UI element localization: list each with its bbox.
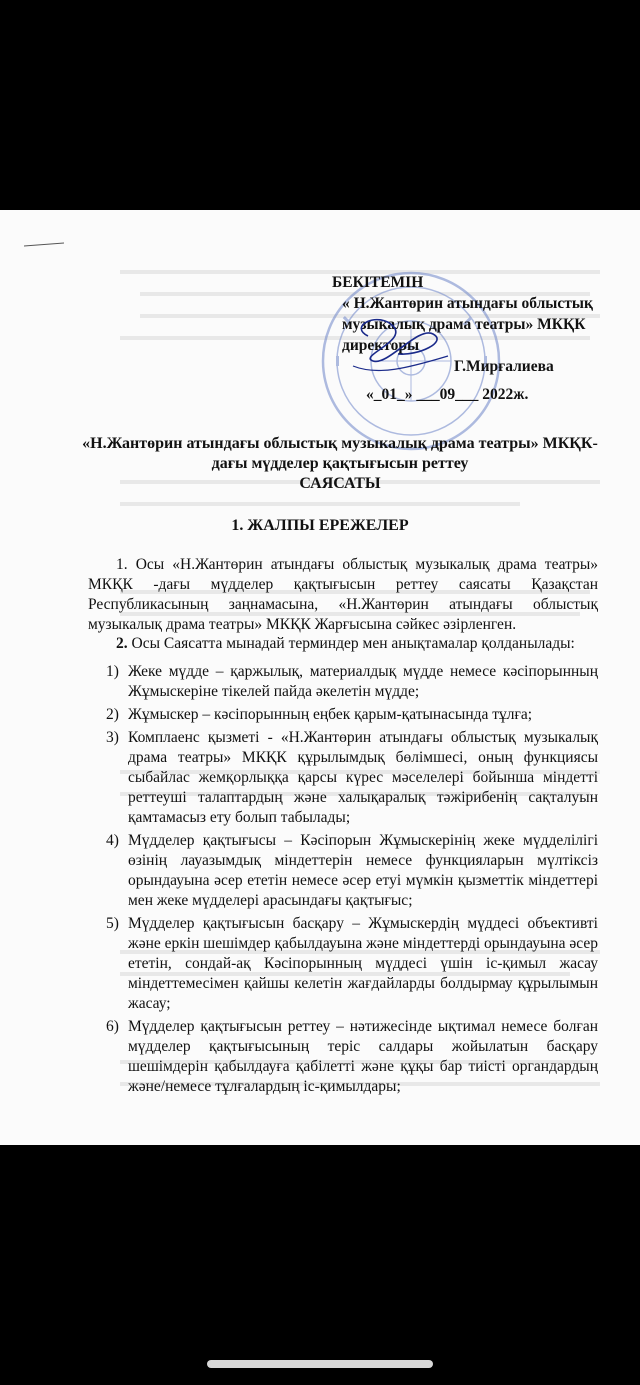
list-item-number: 2) xyxy=(106,706,119,723)
list-item-number: 3) xyxy=(106,729,119,746)
list-item-number: 4) xyxy=(106,832,119,849)
list-item-number: 6) xyxy=(106,1018,119,1035)
title-line3: САЯСАТЫ xyxy=(299,475,381,492)
list-item-number: 1) xyxy=(106,663,119,680)
list-item-text: Мүдделер қақтығысын басқару – Жұмыскердің мүддесі объективті және еркін шешімдер қабылдауына және міндеттерді орындауына әсер ететін, сондай-ақ Кәсіпорынның мүддесі үшін іс-қимыл жасау міндеттемесімен қайшы келетін жағдайларды болдырмау құрылымын жасау; xyxy=(128,915,599,1012)
approval-heading: БЕКІТЕМІН xyxy=(332,274,424,291)
approval-signer: Г.Мирғалиева xyxy=(454,358,554,375)
approval-position: директоры xyxy=(342,337,420,354)
home-indicator[interactable] xyxy=(207,1360,433,1368)
list-item xyxy=(88,662,598,702)
handwritten-signature xyxy=(338,306,458,386)
list-item xyxy=(88,831,598,911)
title-line1: «Н.Жантөрин атындағы облыстық музыкалық драма театры» МКҚК- xyxy=(82,435,598,452)
section-heading: 1. ЖАЛПЫ ЕРЕЖЕЛЕР xyxy=(231,517,409,534)
list-item-text: Мүдделер қақтығысы – Кәсіпорын Жұмыскерінің жеке мүдделілігі өзінің лауазымдық міндеттерін немесе функцияларын мүлтіксіз орындауына әсер ететін немесе әсер етуі мүмкін қызметтік міндеттері мен жеке мүдделері арасындағы қақтығыс; xyxy=(128,832,598,909)
list-item-text: Жеке мүдде – қаржылық, материалдық мүдде немесе кәсіпорынның Жұмыскеріне тікелей пайда әкелетін мүдде; xyxy=(128,663,598,700)
list-item xyxy=(88,728,598,828)
list-item-text: Комплаенс қызметі - «Н.Жантөрин атындағы облыстық музыкалық драма театры» МКҚК құрылымдық бөлімшесі, оның функциясы сыбайлас жемқорлыққа қарсы күрес мәселелері бойынша міндетті реттеуші талаптардың және халықаралық тәжірибенің сақталуын қамтамасыз ету болып табылады; xyxy=(128,729,598,826)
list-item xyxy=(88,1017,598,1097)
approval-date-line: «_01_» ___09___ 2022ж. xyxy=(366,386,529,403)
approval-org-line2: музыкалық драма театры» МКҚК xyxy=(342,316,586,333)
paragraph-2-number: 2. xyxy=(116,635,128,652)
approval-org-line1: « Н.Жантөрин атындағы облыстық xyxy=(342,295,593,312)
scan-mark xyxy=(24,242,64,248)
list-item xyxy=(88,705,598,725)
list-item xyxy=(88,914,598,1014)
list-item-number: 5) xyxy=(106,915,119,932)
document-page xyxy=(0,210,640,1145)
list-item-text: Мүдделер қақтығысын реттеу – нәтижесінде ықтимал немесе болған мүдделер қақтығысының теріс салдары жойылатын басқару шешімдерін қабылдауға қабілетті және құқы бар тиісті органдардың және/немесе тұлғалардың іс-қимылдары; xyxy=(128,1018,598,1095)
paragraph-2-text: Осы Саясатта мынадай терминдер мен анықтамалар қолданылады: xyxy=(127,635,575,652)
paragraph-1: 1. Осы «Н.Жантөрин атындағы облыстық музыкалық драма театры» МКҚК -дағы мүдделер қақтығысын реттеу саясаты Қазақстан Республикасының заңнамасына, «Н.Жантөрин атындағы облыстық музыкалық драма театры» МКҚК Жарғысына сәйкес әзірленген. xyxy=(88,556,598,633)
document-title xyxy=(70,434,610,494)
list-item-text: Жұмыскер – кәсіпорынның еңбек қарым-қатынасында тұлға; xyxy=(128,706,533,723)
paragraph-2 xyxy=(88,634,598,654)
title-line2: дағы мүдделер қақтығысын реттеу xyxy=(211,455,469,472)
terms-list xyxy=(88,662,598,1100)
